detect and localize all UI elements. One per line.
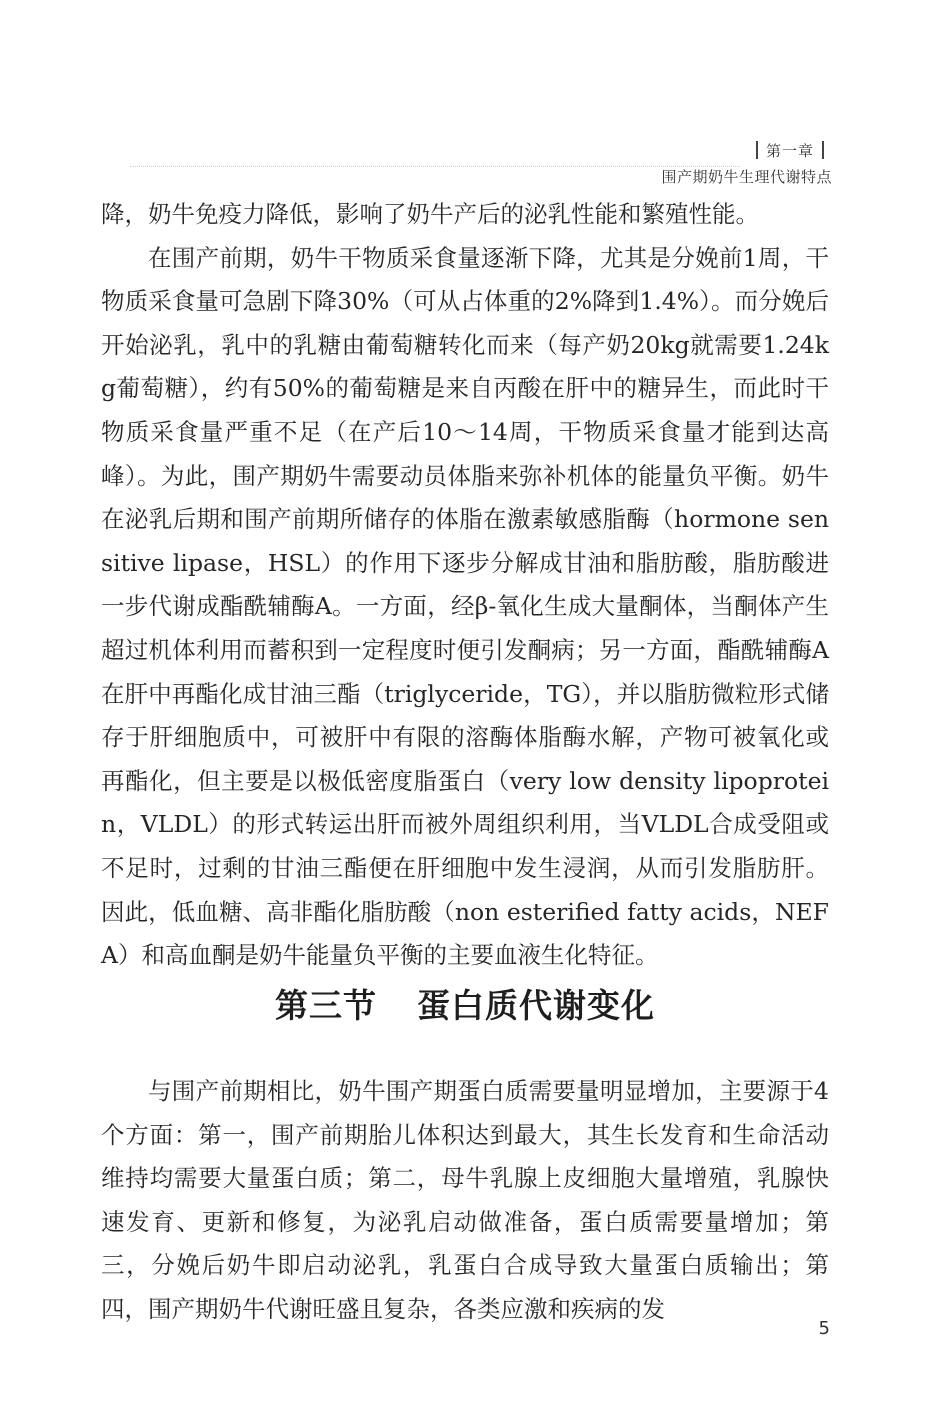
body-text-bottom [101, 1070, 829, 1332]
page-number: 5 [818, 1318, 830, 1339]
running-header-title: 围产期奶牛生理代谢特点 [661, 168, 832, 186]
paragraph-energy-metabolism: 在围产前期，奶牛干物质采食量逐渐下降，尤其是分娩前1周，干物质采食量可急剧下降30%（可从占体重的2%降到1.4%）。而分娩后开始泌乳，乳中的乳糖由葡萄糖转化而来（每产奶20kg就需要1.24kg葡萄糖），约有50%的葡萄糖是来自丙酸在肝中的糖异生，而此时干物质采食量严重不足（在产后10～14周，干物质采食量才能到达高峰）。为此，围产期奶牛需要动员体脂来弥补机体的能量负平衡。奶牛在泌乳后期和围产前期所储存的体脂在激素敏感脂酶（hormone sensitive lipase，HSL）的作用下逐步分解成甘油和脂肪酸，脂肪酸进一步代谢成酯酰辅酶A。一方面，经β-氧化生成大量酮体，当酮体产生超过机体利用而蓄积到一定程度时便引发酮病；另一方面，酯酰辅酶A在肝中再酯化成甘油三酯（triglyceride，TG），并以脂肪微粒形式储存于肝细胞质中，可被肝中有限的溶酶体脂酶水解，产物可被氧化或再酯化，但主要是以极低密度脂蛋白（very low density lipoprotein，VLDL）的形式转运出肝而被外周组织利用，当VLDL合成受阻或不足时，过剩的甘油三酯便在肝细胞中发生浸润，从而引发脂肪肝。因此，低血糖、高非酯化脂肪酸（non esterified fatty acids，NEFA）和高血酮是奶牛能量负平衡的主要血液生化特征。 [101, 243, 829, 970]
divider-bar-right [822, 141, 824, 159]
divider-bar-left [756, 141, 758, 159]
section-title: 蛋白质代谢变化 [417, 986, 655, 1025]
body-text-top [101, 193, 829, 978]
section-number: 第三节 [275, 986, 377, 1025]
chapter-marker [600, 138, 832, 162]
header-rule [130, 166, 740, 167]
chapter-label: 第一章 [765, 141, 814, 160]
section-heading [101, 980, 829, 1027]
paragraph-protein-metabolism: 与围产前期相比，奶牛围产期蛋白质需要量明显增加，主要源于4个方面：第一，围产前期胎儿体积达到最大，其生长发育和生命活动维持均需要大量蛋白质；第二，母牛乳腺上皮细胞大量增殖，乳腺快速发育、更新和修复，为泌乳启动做准备，蛋白质需要量增加；第三，分娩后奶牛即启动泌乳，乳蛋白合成导致大量蛋白质输出；第四，围产期奶牛代谢旺盛且复杂，各类应激和疾病的发 [101, 1077, 829, 1323]
running-header [600, 138, 832, 187]
paragraph-continued: 降，奶牛免疫力降低，影响了奶牛产后的泌乳性能和繁殖性能。 [101, 200, 759, 228]
